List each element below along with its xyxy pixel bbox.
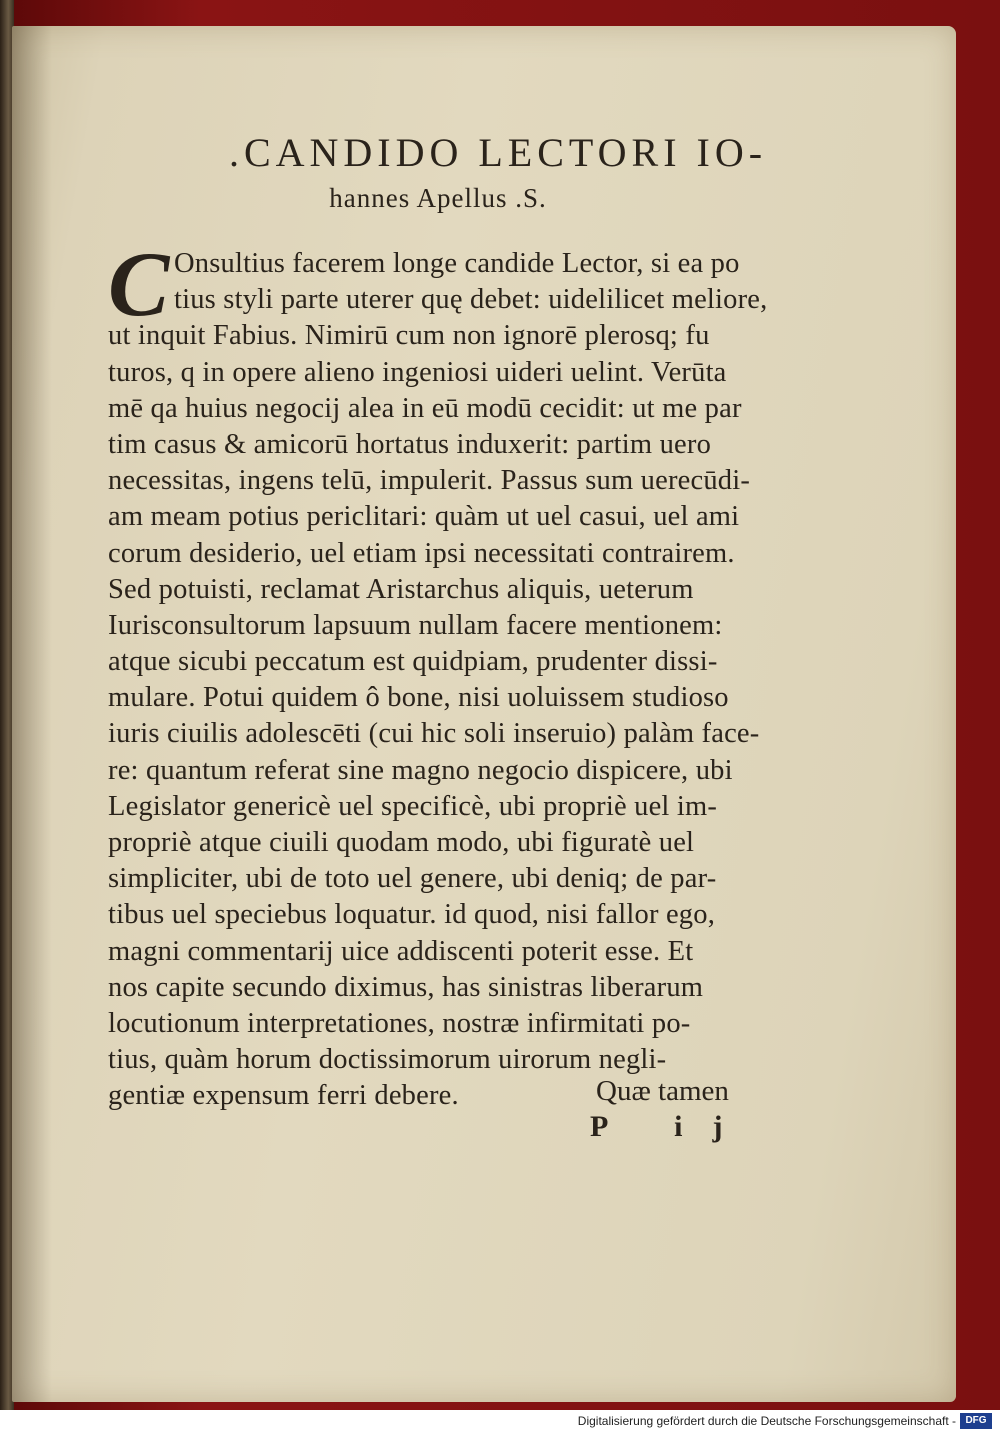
text-line: Legislator genericè uel specificè, ubi propriè uel im- — [108, 790, 718, 822]
drop-initial: C — [108, 233, 170, 335]
dfg-logo: DFG — [960, 1413, 992, 1429]
heading-line-2: hannes Apellus .S. — [329, 183, 547, 213]
text-line: iuris ciuilis adolescēti (cui hic soli inseruio) palàm face- — [108, 718, 760, 750]
text-line: Sed potuisti, reclamat Aristarchus aliquis, ueterum — [108, 573, 694, 605]
heading-line-1: .CANDIDO LECTORI IO- — [228, 130, 768, 175]
text-line: re: quantum referat sine magno negocio dispicere, ubi — [108, 754, 733, 786]
page-heading — [0, 128, 956, 218]
text-line: propriè atque ciuili quodam modo, ubi figuratè uel — [108, 827, 695, 858]
text-line: gentiæ expensum ferri debere. — [108, 1080, 459, 1112]
text-line: atque sicubi peccatum est quidpiam, prudenter dissi- — [108, 646, 718, 678]
funding-notice: Digitalisierung gefördert durch die Deutsche Forschungsgemeinschaft - — [577, 1414, 956, 1428]
text-line: Onsultius facerem longe candide Lector, si ea po — [174, 248, 740, 279]
text-line: turos, q in opere alieno ingeniosi uideri uelint. Verūta — [108, 356, 727, 388]
text-line: tim casus & amicorū hortatus induxerit: partim uero — [108, 428, 712, 460]
text-line: tius, quàm horum doctissimorum uirorum negli- — [108, 1044, 667, 1076]
text-line: mulare. Potui quidem ô bone, nisi uoluissem studioso — [108, 682, 729, 714]
text-line: locutionum interpretationes, nostræ infirmitati po- — [108, 1007, 691, 1039]
text-line: tius styli parte uterer quę debet: uidelilicet meliore, — [174, 284, 768, 316]
text-line: ut inquit Fabius. Nimirū cum non ignorē plerosq; fu — [108, 320, 710, 352]
text-line: tibus uel speciebus loquatur. id quod, nisi fallor ego, — [108, 899, 716, 931]
text-line: corum desiderio, uel etiam ipsi necessitati contrairem. — [108, 537, 735, 569]
text-line: am meam potius periclitari: quàm ut uel casui, uel ami — [108, 501, 740, 533]
text-line: magni commentarij uice addiscenti poterit esse. Et — [108, 935, 694, 967]
text-line: Iurisconsultorum lapsuum nullam facere mentionem: — [108, 609, 723, 641]
body-text — [108, 246, 798, 1115]
text-line: nos capite secundo diximus, has sinistras liberarum — [108, 971, 704, 1003]
text-line: mē qa huius negocij alea in eū modū cecidit: ut me par — [108, 392, 742, 424]
catchwords: Quæ tamen — [596, 1075, 729, 1107]
signature-mark: P ij — [590, 1110, 753, 1143]
page-gutter-shadow — [12, 26, 52, 1402]
text-line: necessitas, ingens telū, impulerit. Passus sum uerecūdi- — [108, 465, 751, 497]
text-line: simpliciter, ubi de toto uel genere, ubi deniq; de par- — [108, 863, 717, 895]
